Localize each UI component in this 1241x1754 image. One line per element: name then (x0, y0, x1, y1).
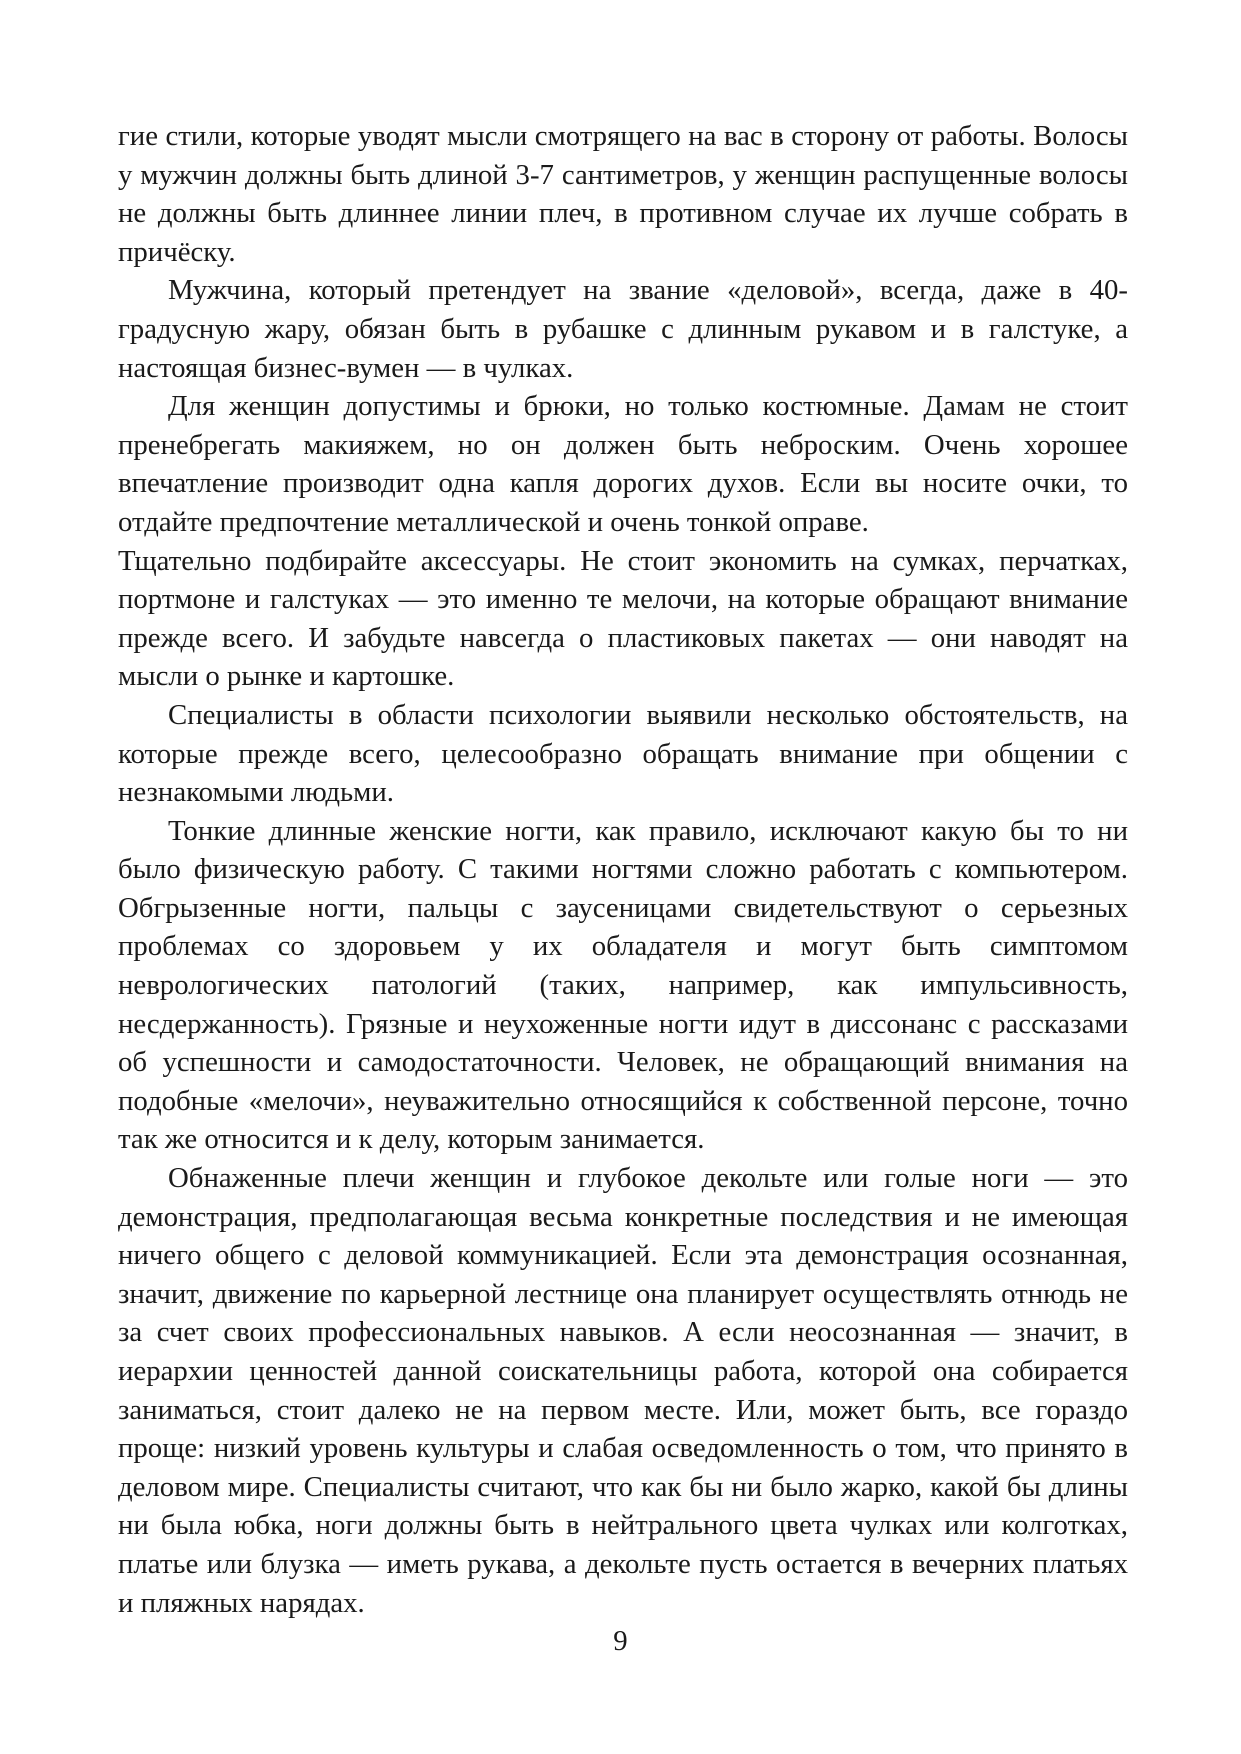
paragraph-accessories: Тщательно подбирайте аксессуары. Не стоит экономить на сумках, перчатках, портмоне и галстуках — это именно те мелочи, на которые обращают внимание прежде всего. И забудьте навсегда о пластиковых пакетах — они наводят на мысли о рынке и картошке. (118, 544, 1128, 693)
paragraph-neckline: Обнаженные плечи женщин и глубокое декольте или голые ноги — это демонстрация, предполагающая весьма конкретные последствия и не имеющая ничего общего с деловой коммуникацией. Если эта демонстрация осознанная, значит, движение по карьерной лестнице она планирует осуществлять отнюдь не за счет своих профессиональных навыков. А если неосознанная — значит, в иерархии ценностей данной соискательницы работа, которой она собирается заниматься, стоит далеко не на первом месте. Или, может быть, все гораздо проще: низкий уровень культуры и слабая осведомленность о том, что принято в деловом мире. Специалисты считают, что как бы ни было жарко, какой бы длины ни была юбка, ноги должны быть в нейтрального цвета чулках или колготках, платье или блузка — иметь рукава, а декольте пусть остается в вечерних платьях и пляжных нарядах. (118, 1162, 1128, 1619)
body-text (118, 117, 1128, 1622)
paragraph-psychology: Специалисты в области психологии выявили несколько обстоятельств, на которые прежде всего, целесообразно обращать внимание при общении с незнакомыми людьми. (118, 698, 1128, 809)
paragraph-women-dress: Для женщин допустимы и брюки, но только костюмные. Дамам не стоит пренебрегать макияжем, но он должен быть неброским. Очень хорошее впечатление производит одна капля дорогих духов. Если вы носите очки, то отдайте предпочтение металлической и очень тонкой оправе. (118, 390, 1128, 538)
paragraph-continuation: гие стили, которые уводят мысли смотрящего на вас в сторону от работы. Волосы у мужчин должны быть длиной 3-7 сантиметров, у женщин распущенные волосы не должны быть длиннее линии плеч, в противном случае их лучше собрать в причёску. (118, 120, 1128, 268)
paragraph-nails: Тонкие длинные женские ногти, как правило, исключают какую бы то ни было физическую работу. С такими ногтями сложно работать с компьютером. Обгрызенные ногти, пальцы с заусеницами свидетельствуют о серьезных проблемах со здоровьем у их обладателя и могут быть симптомом неврологических патологий (таких, например, как импульсивность, несдержанность). Грязные и неухоженные ногти идут в диссонанс с рассказами об успешности и самодостаточности. Человек, не обращающий внимания на подобные «мелочи», неуважительно относящийся к собственной персоне, точно так же относится и к делу, которым занимается. (118, 814, 1128, 1156)
page-number: 9 (613, 1625, 628, 1657)
paragraph-business-man: Мужчина, который претендует на звание «деловой», всегда, даже в 40-градусную жару, обязан быть в рубашке с длинным рукавом и в галстуке, а настоящая бизнес-вумен — в чулках. (118, 274, 1128, 384)
